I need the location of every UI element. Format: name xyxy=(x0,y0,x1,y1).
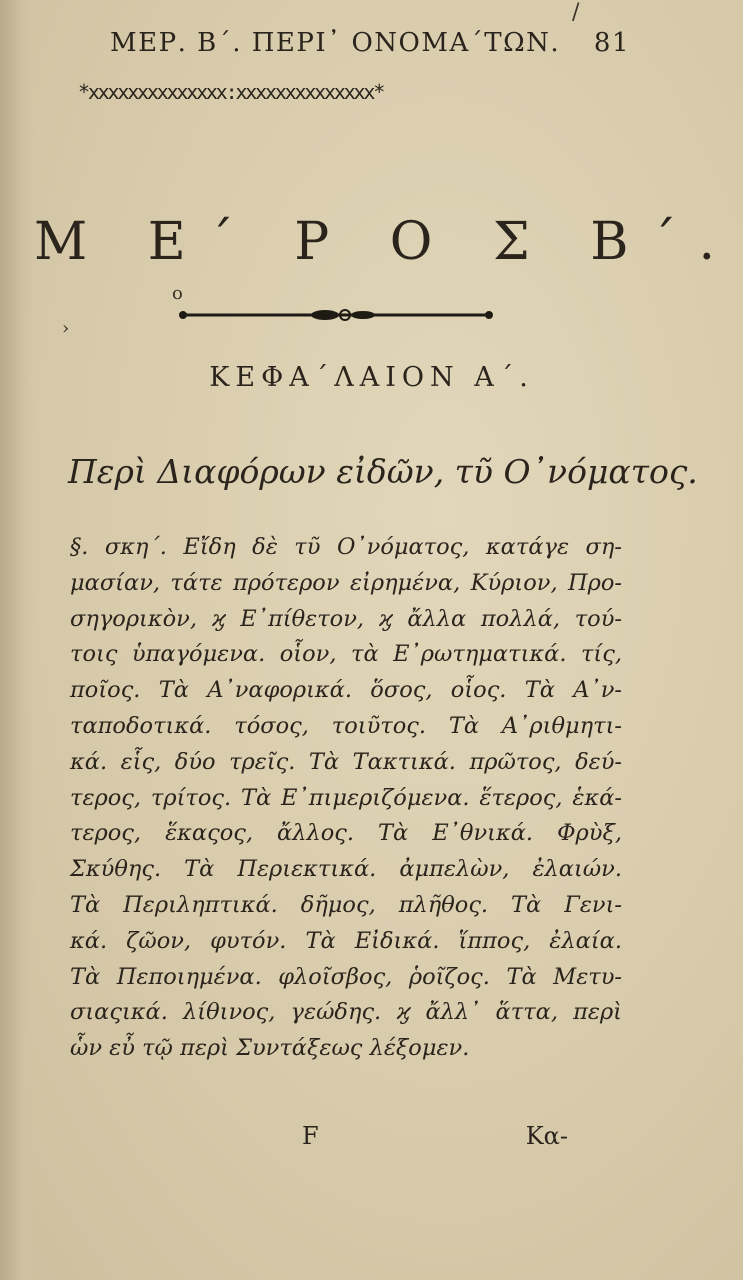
body-line: σηγορικὸν, ϗ Ε᾿πίθετον, ϗ ἄλλα πολλά, τού- xyxy=(70,605,622,632)
star-separator: *xxxxxxxxxxxxxx:xxxxxxxxxxxxxx* xyxy=(78,80,384,104)
ornamental-rule xyxy=(175,300,497,330)
body-line: κά. εἷς, δύο τρεῖς. Τὰ Τακτικά. πρῶτος, δεύ- xyxy=(70,748,622,775)
stray-mark: / xyxy=(572,0,580,25)
body-line: Τὰ Περιληπτικά. δῆμος, πλῆθος. Τὰ Γενι- xyxy=(70,891,622,918)
page-number: 81 xyxy=(593,28,630,58)
body-line: ποῖος. Τὰ Α᾿ναφορικά. ὅσος, οἷος. Τὰ Α᾿ν- xyxy=(70,677,622,704)
signature-mark: F xyxy=(302,1122,319,1150)
chapter-title: ΚΕΦΑ΄ΛΑΙΟΝ Α΄. xyxy=(209,362,534,393)
body-line: μασίαν, τάτε πρότερον εἰρημένα, Κύριον, Προ- xyxy=(70,569,622,596)
body-line: τερος, ἕκαςος, ἄλλος. Τὰ Ε᾿θνικά. Φρὺξ, xyxy=(70,820,622,847)
body-line: ταποδοτικά. τόσος, τοιῦτος. Τὰ Α᾿ριθμητι- xyxy=(70,712,622,739)
body-line: Σκύθης. Τὰ Περιεκτικά. ἀμπελὼν, ἐλαιών. xyxy=(70,856,622,883)
section-heading: Περὶ Διαφόρων εἰδῶν, τῦ Ο᾿νόματος. xyxy=(68,452,698,491)
running-head xyxy=(110,28,630,58)
body-line: σιαςικά. λίθινος, γεώδης. ϗ ἄλλ᾿ ἅττα, περὶ xyxy=(70,999,622,1026)
stray-mark: › xyxy=(62,318,70,339)
body-text xyxy=(70,530,622,1067)
stray-mark: o xyxy=(172,283,183,304)
part-title: Μ Ε΄ Ρ Ο Σ Β΄. xyxy=(34,212,737,272)
running-head-title: ΜΕΡ. Β΄. ΠΕΡΙ᾿ ΟΝΟΜΑ΄ΤΩΝ. xyxy=(110,28,561,58)
body-line: τοις ὑπαγόμενα. οἷον, τὰ Ε᾿ρωτηματικά. τίς, xyxy=(70,641,622,668)
body-line: ὧν εὖ τῷ περὶ Συντάξεως λέξομεν. xyxy=(70,1035,470,1062)
body-line: §. σκη΄. Εἴδη δὲ τῦ Ο᾿νόματος, κατάγε ση- xyxy=(70,534,622,560)
catchword: Κα- xyxy=(525,1122,568,1150)
body-line: τερος, τρίτος. Τὰ Ε᾿πιμεριζόμενα. ἕτερος, ἑκά- xyxy=(70,784,622,811)
body-line: κά. ζῶον, φυτόν. Τὰ Εἰδικά. ἵππος, ἐλαία. xyxy=(70,927,622,954)
body-line: Τὰ Πεποιημένα. φλοῖσβος, ῥοῖζος. Τὰ Μετυ- xyxy=(70,963,622,990)
